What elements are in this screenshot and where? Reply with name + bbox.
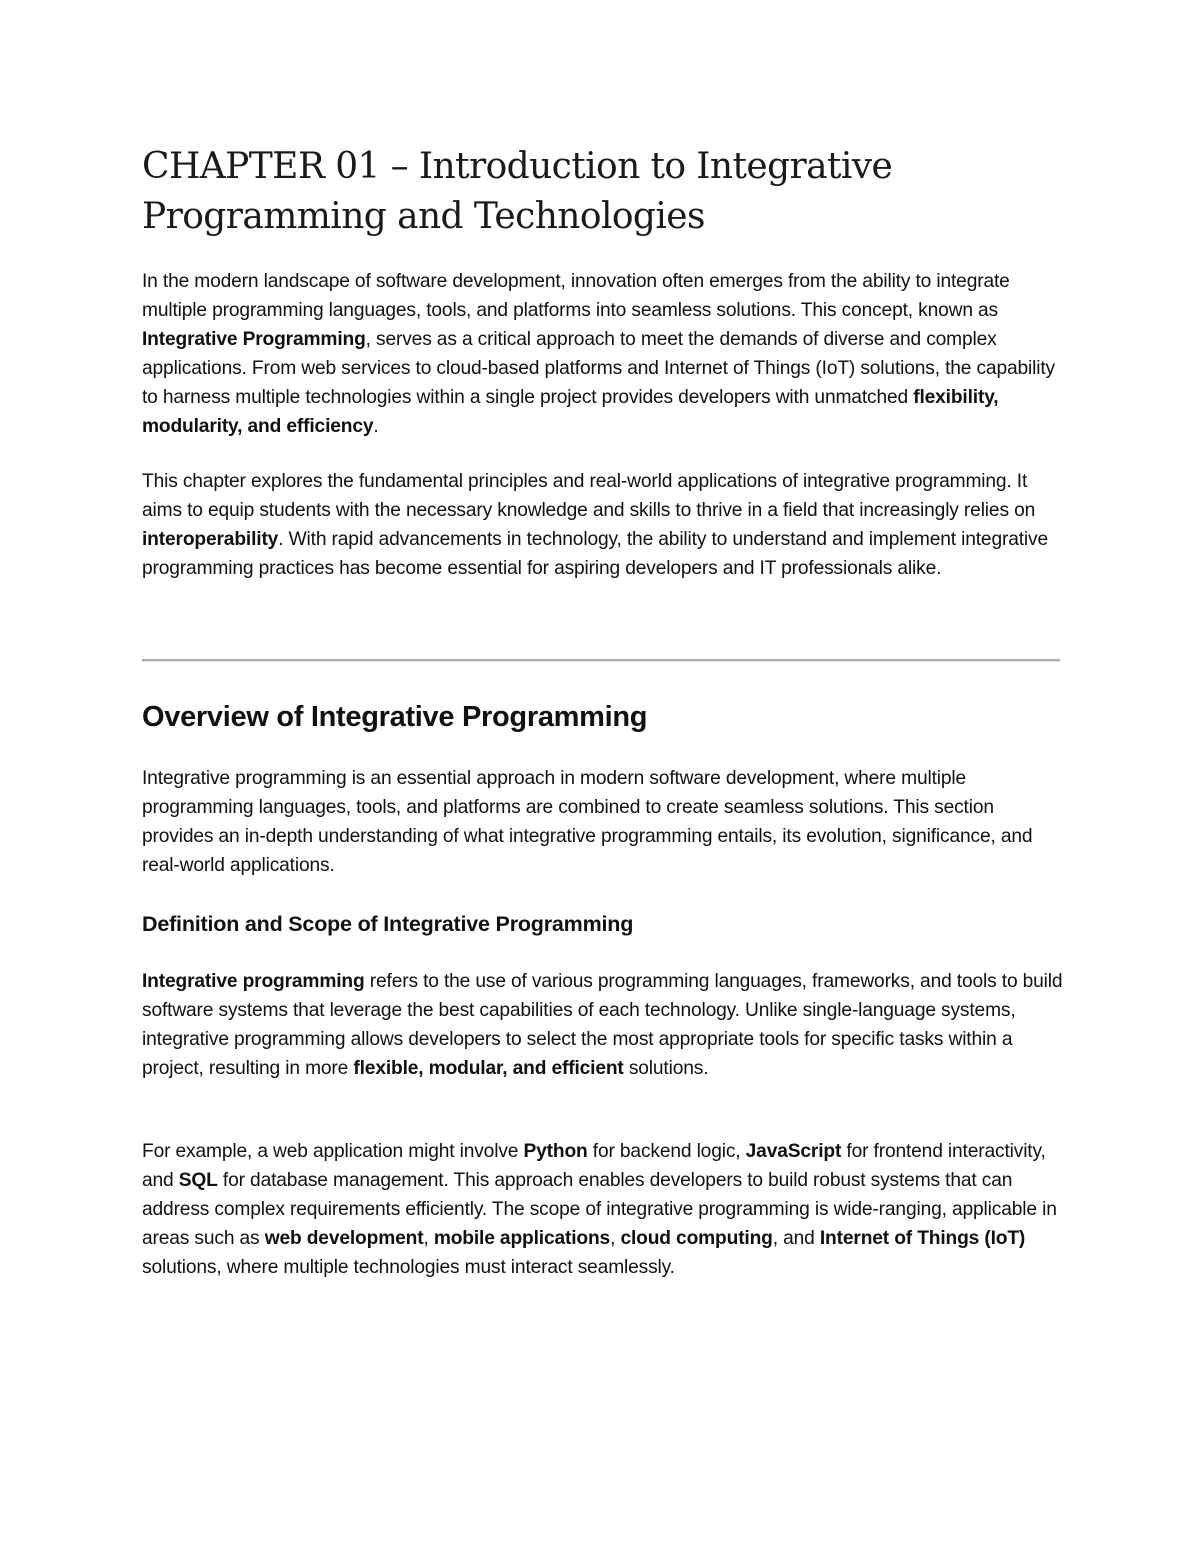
bold-text: interoperability <box>142 528 279 550</box>
text-run: , <box>423 1227 434 1249</box>
bold-text: Integrative programming <box>142 971 365 992</box>
definition-paragraph-2 <box>142 1138 1067 1283</box>
text-run: for database management. This approach enables developers to build robust systems that can address complex requirements efficiently. The scope of integrative programming is wide-ranging, applicable in areas such as <box>142 1169 1057 1249</box>
text-run: for frontend interactivity, and <box>142 1141 1046 1191</box>
bold-text: Python <box>523 1141 588 1162</box>
text-run: For example, a web application might involve <box>142 1141 524 1162</box>
intro-paragraph-1 <box>142 268 1067 441</box>
chapter-title: CHAPTER 01 – Introduction to Integrative Programming and Technologies <box>142 146 893 237</box>
text-run: , and <box>772 1227 820 1249</box>
text-run: This chapter explores the fundamental principles and real-world applications of integrative programming. It aims to equip students with the necessary knowledge and skills to thrive in a field that increasingly relies on <box>142 471 1036 521</box>
definition-paragraph-1 <box>142 968 1067 1084</box>
bold-text: flexible, modular, and efficient <box>353 1057 624 1079</box>
text-run: for backend logic, <box>587 1141 746 1162</box>
horizontal-divider <box>142 659 1060 662</box>
bold-text: web development <box>264 1227 424 1249</box>
intro-paragraph-2 <box>142 468 1067 584</box>
bold-text: mobile applications <box>433 1227 611 1249</box>
bold-text: flexibility, modularity, and efficiency <box>142 386 999 437</box>
section-heading: Overview of Integrative Programming <box>142 701 648 733</box>
text-run: refers to the use of various programming languages, frameworks, and tools to build software systems that leverage the best capabilities of each technology. Unlike single-language systems, integrative programming allows developers to select the most appropriate tools for specific tasks within a project, resulting in more <box>142 971 1063 1079</box>
bold-text: Internet of Things (IoT) <box>819 1227 1026 1249</box>
text-run: solutions, where multiple technologies must interact seamlessly. <box>142 1256 675 1278</box>
bold-text: Integrative Programming <box>142 328 366 350</box>
overview-paragraph: Integrative programming is an essential approach in modern software development, where multiple programming languages, tools, and platforms are combined to create seamless solutions. This section provides an in-depth understanding of what integrative programming entails, its evolution, significance, and real-world applications. <box>142 768 1033 876</box>
subsection-heading: Definition and Scope of Integrative Programming <box>142 912 634 936</box>
text-run: solutions. <box>623 1057 709 1079</box>
text-run: In the modern landscape of software development, innovation often emerges from the ability to integrate multiple programming languages, tools, and platforms into seamless solutions. This concept, known as <box>142 271 1010 321</box>
bold-text: SQL <box>178 1169 218 1191</box>
text-run: . With rapid advancements in technology, the ability to understand and implement integrative programming practices has become essential for aspiring developers and IT professionals alike. <box>142 528 1048 579</box>
text-run: , <box>610 1227 621 1249</box>
text-run: , serves as a critical approach to meet the demands of diverse and complex applications. From web services to cloud-based platforms and Internet of Things (IoT) solutions, the capability to harness multiple technologies within a single project provides developers with unmatched <box>142 328 1055 408</box>
bold-text: cloud computing <box>620 1227 773 1249</box>
text-run: . <box>373 415 379 437</box>
bold-text: JavaScript <box>745 1141 842 1162</box>
